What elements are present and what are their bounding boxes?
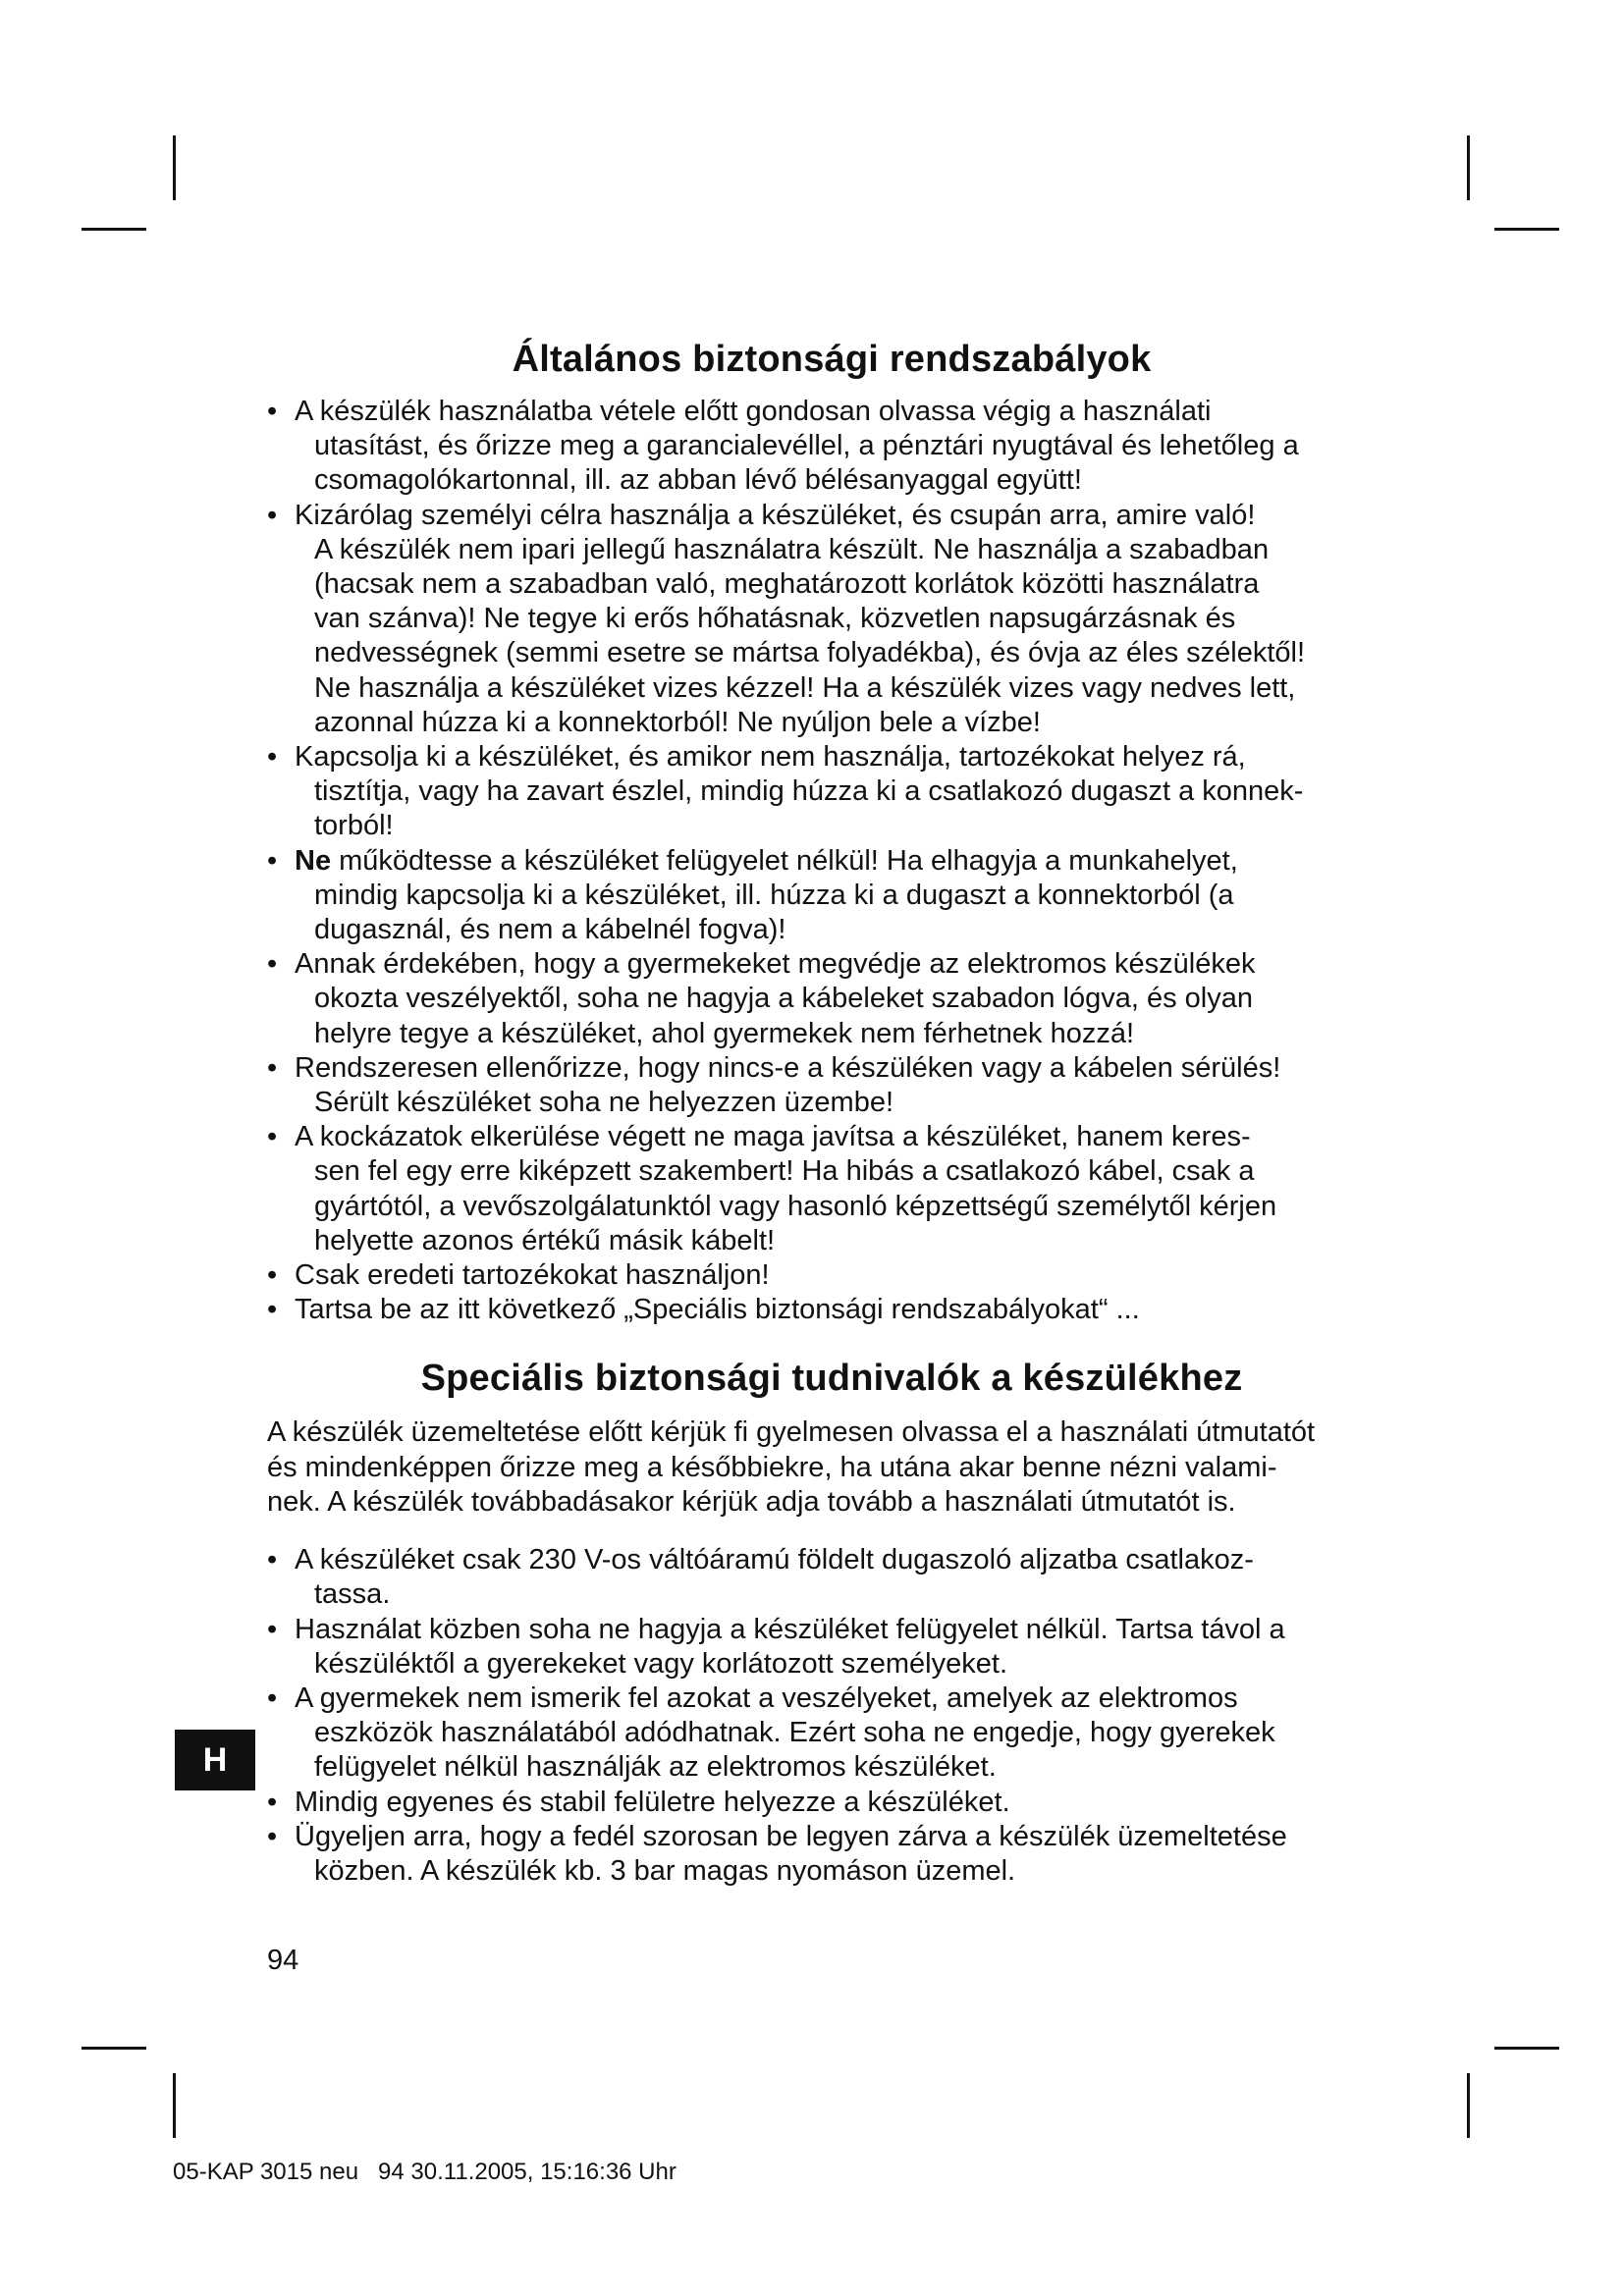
- item-line: Annak érdekében, hogy a gyermekeket megvédje az elektromos készülékek: [295, 948, 1256, 981]
- page-content: [267, 334, 1396, 1889]
- bullet-icon: •: [267, 396, 278, 427]
- item-line: felügyelet nélkül használják az elektromos készüléket.: [314, 1751, 997, 1784]
- item-line: Kapcsolja ki a készüléket, és amikor nem használja, tartozékokat helyez rá,: [295, 741, 1246, 774]
- item-line: azonnal húzza ki a konnektorból! Ne nyúljon bele a vízbe!: [314, 706, 1041, 738]
- general-safety-list: [267, 395, 1396, 1327]
- item-line: készüléktől a gyerekeket vagy korlátozott személyeket.: [314, 1647, 1007, 1680]
- item-line: van szánva)! Ne tegye ki erős hőhatásnak, közvetlen napsugárzásnak és: [314, 603, 1236, 635]
- bullet-icon: •: [267, 1121, 278, 1153]
- list-item: [267, 947, 1396, 1051]
- list-item: [267, 844, 1396, 948]
- item-line: Ne működtesse a készüléket felügyelet nélkül! Ha elhagyja a munkahelyet,: [295, 844, 1238, 877]
- list-item: [267, 1786, 1396, 1820]
- list-item: [267, 395, 1396, 499]
- list-item: [267, 1293, 1396, 1327]
- special-safety-list: [267, 1543, 1396, 1889]
- list-item: [267, 740, 1396, 844]
- item-line: A készüléket csak 230 V-os váltóáramú földelt dugaszoló aljzatba csatlakoz-: [295, 1544, 1254, 1576]
- item-line: torból!: [314, 810, 394, 842]
- list-item: [267, 1120, 1396, 1258]
- special-safety-intro: [267, 1415, 1396, 1520]
- crop-mark-bottom-right-horizontal: [1494, 2047, 1559, 2050]
- item-line: utasítást, és őrizze meg a garancialevéllel, a pénztári nyugtával és lehetőleg a: [314, 430, 1299, 462]
- item-line: eszközök használatából adódhatnak. Ezért soha ne engedje, hogy gyerekek: [314, 1717, 1275, 1749]
- item-line: Tartsa be az itt következő „Speciális biztonsági rendszabályokat“ ...: [295, 1294, 1140, 1326]
- item-line: nedvességnek (semmi esetre se mártsa folyadékba), és óvja az éles szélektől!: [314, 637, 1306, 669]
- page-number: 94: [267, 1945, 299, 1976]
- list-item: [267, 1820, 1396, 1889]
- bullet-icon: •: [267, 1786, 278, 1818]
- bullet-icon: •: [267, 948, 278, 981]
- list-item: [267, 1613, 1396, 1682]
- crop-mark-top-left-vertical: [173, 135, 176, 200]
- item-line: tisztítja, vagy ha zavart észlel, mindig húzza ki a csatlakozó dugaszt a konnek-: [314, 775, 1304, 808]
- item-line: A készülék használatba vétele előtt gondosan olvassa végig a használati: [295, 396, 1212, 427]
- crop-mark-bottom-left-vertical: [173, 2073, 176, 2138]
- item-line: tassa.: [314, 1578, 391, 1611]
- bullet-icon: •: [267, 1051, 278, 1084]
- item-line: gyártótól, a vevőszolgálatunktól vagy hasonló képzettségű személytől kérjen: [314, 1190, 1277, 1222]
- item-line: Sérült készüléket soha ne helyezzen üzembe!: [314, 1087, 894, 1119]
- bullet-icon: •: [267, 844, 278, 877]
- bullet-icon: •: [267, 1259, 278, 1292]
- list-item: [267, 499, 1396, 740]
- bullet-icon: •: [267, 1544, 278, 1576]
- item-line: Ne használja a készüléket vizes kézzel! Ha a készülék vizes vagy nedves lett,: [314, 671, 1296, 704]
- emphasis-word: Ne: [295, 844, 332, 877]
- item-line: közben. A készülék kb. 3 bar magas nyomáson üzemel.: [314, 1854, 1016, 1887]
- crop-mark-top-left-horizontal: [81, 228, 146, 231]
- item-line: Csak eredeti tartozékokat használjon!: [295, 1259, 770, 1292]
- list-item: [267, 1543, 1396, 1612]
- intro-line: nek. A készülék továbbadásakor kérjük adja tovább a használati útmutatót is.: [267, 1485, 1236, 1518]
- list-item: [267, 1051, 1396, 1120]
- crop-mark-top-right-horizontal: [1494, 228, 1559, 231]
- bullet-icon: •: [267, 499, 278, 531]
- item-line: sen fel egy erre kiképzett szakembert! Ha hibás a csatlakozó kábel, csak a: [314, 1155, 1255, 1188]
- crop-mark-bottom-right-vertical: [1467, 2073, 1470, 2138]
- print-footer: 05-KAP 3015 neu 94 30.11.2005, 15:16:36 Uhr: [173, 2159, 677, 2185]
- item-line: csomagolókartonnal, ill. az abban lévő bélésanyaggal együtt!: [314, 464, 1082, 497]
- item-line: Ügyeljen arra, hogy a fedél szorosan be legyen zárva a készülék üzemeltetése: [295, 1820, 1287, 1852]
- item-line: A kockázatok elkerülése végett ne maga javítsa a készüléket, hanem keres-: [295, 1121, 1251, 1153]
- crop-mark-top-right-vertical: [1467, 135, 1470, 200]
- list-item: [267, 1258, 1396, 1293]
- item-line: helyre tegye a készüléket, ahol gyermekek nem férhetnek hozzá!: [314, 1017, 1135, 1049]
- item-line: Kizárólag személyi célra használja a készüléket, és csupán arra, amire való!: [295, 499, 1256, 531]
- item-line: A gyermekek nem ismerik fel azokat a veszélyeket, amelyek az elektromos: [295, 1682, 1238, 1714]
- bullet-icon: •: [267, 1613, 278, 1645]
- intro-line: A készülék üzemeltetése előtt kérjük fi gyelmesen olvassa el a használati útmutatót: [267, 1416, 1316, 1449]
- bullet-icon: •: [267, 741, 278, 774]
- item-line: mindig kapcsolja ki a készüléket, ill. húzza ki a dugaszt a konnektorból (a: [314, 879, 1234, 911]
- language-tab: H: [175, 1730, 255, 1790]
- item-line: (hacsak nem a szabadban való, meghatározott korlátok közötti használatra: [314, 568, 1260, 601]
- item-line: dugasznál, és nem a kábelnél fogva)!: [314, 914, 786, 946]
- bullet-icon: •: [267, 1294, 278, 1326]
- special-safety-heading: Speciális biztonsági tudnivalók a készülékhez: [420, 1358, 1243, 1400]
- item-line: A készülék nem ipari jellegű használatra készült. Ne használja a szabadban: [314, 533, 1270, 565]
- item-line: okozta veszélyektől, soha ne hagyja a kábeleket szabadon lógva, és olyan: [314, 983, 1254, 1015]
- list-item: [267, 1682, 1396, 1786]
- general-safety-heading: Általános biztonsági rendszabályok: [512, 339, 1152, 380]
- item-line: Mindig egyenes és stabil felületre helyezze a készüléket.: [295, 1786, 1010, 1818]
- crop-mark-bottom-left-horizontal: [81, 2047, 146, 2050]
- bullet-icon: •: [267, 1820, 278, 1852]
- item-line: Rendszeresen ellenőrizze, hogy nincs-e a készüléken vagy a kábelen sérülés!: [295, 1051, 1281, 1084]
- bullet-icon: •: [267, 1682, 278, 1714]
- item-line: Használat közben soha ne hagyja a készüléket felügyelet nélkül. Tartsa távol a: [295, 1613, 1285, 1645]
- item-line: helyette azonos értékű másik kábelt!: [314, 1224, 776, 1256]
- intro-line: és mindenképpen őrizze meg a későbbiekre, ha utána akar benne nézni valami-: [267, 1451, 1277, 1483]
